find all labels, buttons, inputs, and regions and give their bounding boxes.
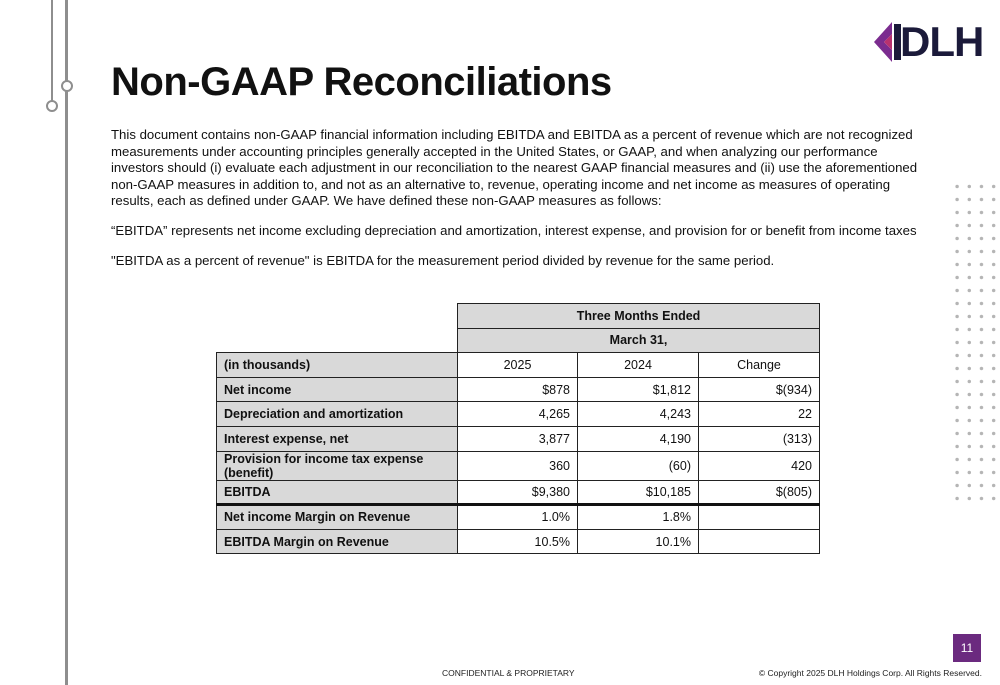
decorative-dot-grid: [951, 180, 1000, 505]
intro-paragraph: This document contains non-GAAP financial information including EBITDA and EBITDA as a percent of revenue which are not recognized measurements under accounting principles generally accepted in the United States, or GAAP, and when analyzing our performance investors should (i) evaluate each adjustment in our reconciliation to the nearest GAAP financial measures and (ii) use the aforementioned non-GAAP measures in addition to, and not as an alternative to, revenue, operating income and net income as measures of operating results, each as defined under GAAP. We have defined these non-GAAP measures as follows:: [111, 127, 918, 208]
cell-value: 3,877: [458, 426, 578, 451]
page-number-badge: 11: [953, 634, 981, 662]
table-row: [217, 505, 820, 530]
dlh-logo: [872, 20, 984, 64]
cell-value: [699, 529, 820, 554]
table-column-header-row: [217, 353, 820, 378]
cell-value: 4,265: [458, 402, 578, 427]
cell-value: $10,185: [578, 480, 699, 505]
footer-copyright: © Copyright 2025 DLH Holdings Corp. All Rights Reserved.: [758, 668, 982, 678]
cell-value: $1,812: [578, 377, 699, 402]
row-label: EBITDA: [217, 480, 458, 505]
cell-value: 4,243: [578, 402, 699, 427]
cell-value: $(934): [699, 377, 820, 402]
ebitda-percent-definition: "EBITDA as a percent of revenue" is EBITDA for the measurement period divided by revenue for the same period.: [111, 253, 775, 268]
cell-value: (60): [578, 451, 699, 480]
cell-value: 10.1%: [578, 529, 699, 554]
rail-circle-bottom: [46, 100, 58, 112]
column-header: 2025: [458, 353, 578, 378]
table-row: [217, 480, 820, 505]
logo-text: DLH: [900, 18, 984, 65]
rail-branch-line: [51, 0, 53, 102]
row-label: Depreciation and amortization: [217, 402, 458, 427]
row-label: Interest expense, net: [217, 426, 458, 451]
cell-value: (313): [699, 426, 820, 451]
left-rail-line: [65, 0, 68, 685]
cell-value: $878: [458, 377, 578, 402]
table-row: [217, 402, 820, 427]
reconciliation-table: [216, 303, 820, 554]
footer-confidential: CONFIDENTIAL & PROPRIETARY: [442, 668, 575, 678]
column-header: Change: [699, 353, 820, 378]
cell-value: $9,380: [458, 480, 578, 505]
row-label: Net income Margin on Revenue: [217, 505, 458, 530]
page-title: Non-GAAP Reconciliations: [111, 60, 612, 104]
date-header: March 31,: [458, 328, 820, 353]
cell-value: 360: [458, 451, 578, 480]
rail-circle-top: [61, 80, 73, 92]
cell-value: 420: [699, 451, 820, 480]
period-header: Three Months Ended: [458, 304, 820, 329]
table-row: [217, 451, 820, 480]
label-header: (in thousands): [217, 353, 458, 378]
table-row: [217, 426, 820, 451]
table-row: [217, 529, 820, 554]
cell-value: [699, 505, 820, 530]
ebitda-definition: “EBITDA” represents net income excluding depreciation and amortization, interest expense, and provision for or benefit from income taxes: [111, 223, 917, 238]
row-label: EBITDA Margin on Revenue: [217, 529, 458, 554]
cell-value: 22: [699, 402, 820, 427]
column-header: 2024: [578, 353, 699, 378]
cell-value: 1.0%: [458, 505, 578, 530]
table-header-row: [217, 304, 820, 329]
table-header-row: [217, 328, 820, 353]
cell-value: 4,190: [578, 426, 699, 451]
row-label: Provision for income tax expense (benefit): [217, 451, 458, 480]
row-label: Net income: [217, 377, 458, 402]
table-row: [217, 377, 820, 402]
cell-value: 10.5%: [458, 529, 578, 554]
cell-value: 1.8%: [578, 505, 699, 530]
cell-value: $(805): [699, 480, 820, 505]
